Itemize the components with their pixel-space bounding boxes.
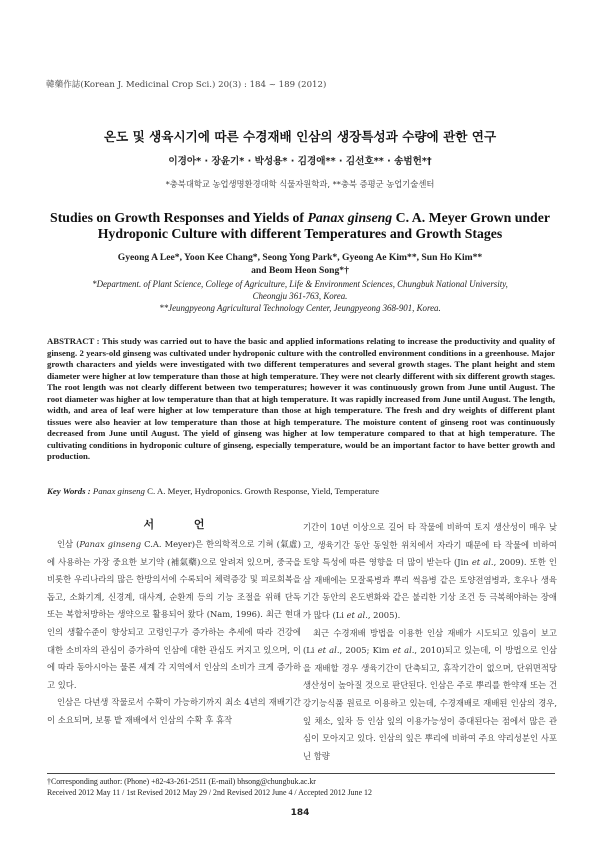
abstract-text: This study was carried out to have the basic and applied informations relating to increase the productivity and quality of ginseng. 2 years-old ginseng was cultivated under hydroponic culture with the controlled environment conditions in a greenhouse. Major growth characters and yields were investigated with two different temperatures and several growth stages. The plant height and stem diameter were higher at low temperature than those at high temperature. They were not clearly different with six different growth stages. The root length was not clearly different between two temperatures; however it was continuously grown from June until August. The root diameter was higher at low temperature than that at high temperature. It was rapidly increased from June until August. The length, width, and area of leaf were higher at low temperature than those at high temperature. The fresh and dry weights of different plant tissues were also heavier at low temperature than those at high temperature. The moisture content of ginseng root was continuously decreased from June until August. The yield of ginseng was higher at low temperature compared to that at high temperature. The cultivating conditions in hydroponic culture of ginseng, especially temperature, would be an important factor to have better growth and production. — [47, 336, 555, 462]
english-authors-line1: Gyeong A Lee*, Yoon Kee Chang*, Seong Yong Park*, Gyeong Ae Kim**, Sun Ho Kim** — [117, 252, 483, 263]
intro-paragraph-2: 인삼은 다년생 작물로서 수확이 가능하기까지 최소 4년의 재배기간이 소요되며, 보통 밭 재배에서 인삼의 수확 후 휴작 — [47, 697, 301, 725]
english-affiliation — [30, 278, 570, 314]
intro-p4-text-c: , 2010)되고 있는데, 이 방법으로 인삼을 재배할 경우 생육기간이 단축되고, 휴작기간이 없으며, 단위면적당 생산성이 높아질 것으로 판단된다. 인삼은 주로 뿌리를 한약재 또는 건강기능식품 원료로 이용하고 있는데, 수경재배로 재배된 인삼의 경우, 잎 채소, 잎차 등 인삼 잎의 이용가능성이 증대된다는 점에서 많은 관심이 모아지고 있다. 인삼의 잎은 뿌리에 비하여 주요 약리성분인 사포닌 함량 — [303, 645, 557, 761]
english-title-species: Panax ginseng — [307, 210, 393, 225]
intro-p3-etal-1: et al. — [471, 557, 494, 568]
korean-authors: 이경아* · 장윤기* · 박성용* · 김경애** · 김선호** · 송범헌*† — [168, 156, 432, 167]
keywords-label: Key Words : — [47, 486, 91, 496]
footnote-divider — [47, 773, 555, 774]
intro-left-column — [47, 519, 301, 730]
keywords-species: Panax ginseng — [92, 486, 145, 496]
english-authors — [50, 251, 550, 277]
intro-p1-text-a: 인삼 ( — [57, 539, 80, 549]
intro-p3-etal-2: et al. — [346, 609, 368, 620]
abstract — [47, 336, 555, 463]
english-affiliation-line3: **Jeungpyeong Agricultural Technology Center, Jeungpyeong 368-901, Korea. — [159, 303, 441, 313]
received-dates: Received 2012 May 11 / 1st Revised 2012 May 29 / 2nd Revised 2012 June 4 / Accepted 2012 June 12 — [47, 787, 372, 797]
english-title-after: C. A. Meyer Grown under Hydroponic Culture with different Temperatures and Growth Stages — [97, 210, 550, 241]
korean-affiliation: *충북대학교 농업생명환경대학 식물자원학과, **충북 증평군 농업기술센터 — [165, 179, 435, 189]
page-number: 184 — [290, 808, 310, 818]
intro-p1-species: Panax ginseng — [79, 539, 142, 549]
intro-p4-etal-1: et al. — [317, 645, 340, 656]
intro-p4-text-a: 최근 수경재배 방법을 이용한 인삼 재배가 시도되고 있음이 보고 (Li — [303, 627, 557, 656]
english-affiliation-line2: Cheongju 361-763, Korea. — [252, 291, 348, 301]
intro-p3-text-a: 기간이 10년 이상으로 길어 타 작물에 비하여 토지 생산성이 매우 낮고, 생육기간 동안 동일한 위치에서 자라기 때문에 타 작물에 비하여 토양 특성에 따른 영향을 더 많이 받는다 (Jin — [303, 522, 557, 568]
english-affiliation-line1: *Department. of Plant Science, College of Agriculture, Life & Environment Sciences, Chungbuk National University, — [92, 279, 508, 289]
intro-p4-text-b: , 2005; Kim — [339, 645, 393, 656]
intro-paragraph-3 — [303, 519, 557, 625]
english-authors-line2: and Beom Heon Song*† — [251, 265, 349, 276]
english-title — [20, 210, 580, 242]
journal-citation: 韓藥作誌(Korean J. Medicinal Crop Sci.) 20(3) : 184 ~ 189 (2012) — [46, 80, 327, 90]
intro-right-column — [303, 519, 557, 765]
intro-paragraph-1 — [47, 536, 301, 694]
keywords — [47, 487, 555, 496]
corresponding-author: †Corresponding author: (Phone) +82-43-261-2511 (E-mail) bhsong@chungbuk.ac.kr — [47, 777, 316, 786]
intro-heading: 서 언 — [143, 518, 223, 531]
intro-paragraph-4 — [303, 625, 557, 766]
intro-p3-text-c: , 2005). — [367, 609, 401, 620]
abstract-label: ABSTRACT : — [47, 336, 100, 346]
keywords-text: C. A. Meyer, Hydroponics. Growth Response, Yield, Temperature — [144, 486, 379, 496]
intro-p1-text-b: C.A. Meyer)은 한의학적으로 기혀 (氣虛)에 사용하는 가장 중요한 보기약 (補氣藥)으로 알려져 있으며, 중국을 비롯한 우리나라의 많은 한방의서에 수록되어 체력증강 및 피로회복을 돕고, 소화기계, 신경계, 대사계, 순환계 등의 기능 조절을 위해 단독 또는 복합처방하는 생약으로 활용되어 왔다 (Nam, 1996). 최근 현대인의 생활수준이 향상되고 고령인구가 증가하는 추세에 따라 건강에 대한 소비자의 관심이 증가하여 인삼에 대한 관심도 커지고 있으며, 이에 따라 동아시아는 물론 세계 각 지역에서 인삼의 소비가 크게 증가하고 있다. — [47, 539, 301, 690]
intro-p4-etal-2: et al. — [392, 645, 415, 656]
korean-title: 온도 및 생육시기에 따른 수경재배 인삼의 생장특성과 수량에 관한 연구 — [103, 129, 497, 144]
english-title-before: Studies on Growth Responses and Yields of — [50, 210, 308, 225]
intro-p3-text-b: , 2009). 또한 인삼 재배에는 모잘록병과 뿌리 썩음병 같은 토양전염병과, 호우나 생육기간 동안의 온도변화와 같은 불리한 기상 조건 등 극복해야하는 장애가 많다 (Li — [303, 557, 557, 620]
footnote — [47, 777, 555, 798]
